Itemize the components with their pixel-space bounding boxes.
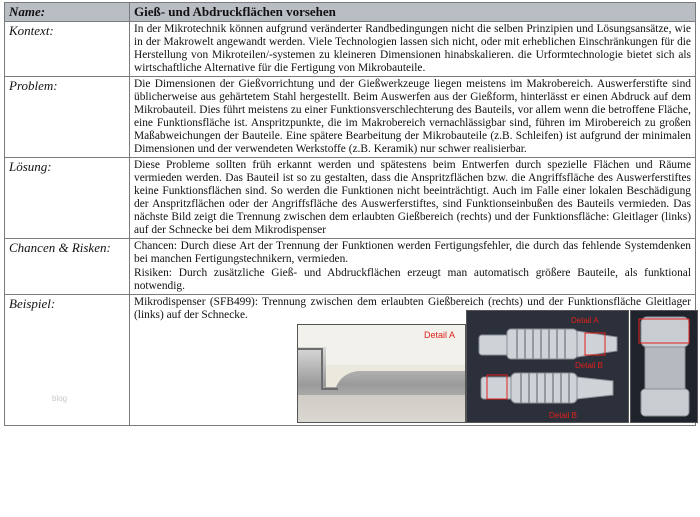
row-content-kontext — [130, 22, 696, 77]
pattern-title: Gieß- und Abdruckflächen vorsehen — [130, 3, 696, 22]
detail-a-photo — [297, 324, 466, 423]
example-text: Mikrodispenser (SFB499): Trennung zwischen dem erlaubten Gießbereich (rechts) und der Funktionsfläche Gleitlager (links) auf der Schnecke. — [134, 296, 691, 321]
header-label: Name: — [5, 3, 130, 22]
row-content-loesung — [130, 158, 696, 239]
example-area — [52, 296, 691, 424]
design-pattern-table — [4, 2, 696, 426]
detail-b-image — [631, 311, 697, 422]
row-label-problem: Problem: — [5, 77, 130, 158]
row-problem — [5, 77, 696, 158]
row-content-chancen-risiken — [130, 239, 696, 295]
watermark: blog — [52, 394, 68, 403]
row-content-problem — [130, 77, 696, 158]
detail-a-marker: Detail A — [571, 316, 599, 325]
risiken-text: Risiken: Durch zusätzliche Gieß- und Abdruckflächen erzeugt man automatisch größere Bauteile, als funktional notwendig. — [134, 267, 691, 292]
detail-a-label: Detail A — [423, 330, 455, 340]
row-label-kontext: Kontext: — [5, 22, 130, 77]
row-kontext — [5, 22, 696, 77]
table-header-row — [5, 3, 696, 22]
row-content-beispiel — [52, 295, 696, 426]
detail-b-marker-lower: Detail B — [549, 411, 578, 420]
problem-text: Die Dimensionen der Gießvorrichtung und der Gießwerkzeuge liegen meistens im Makrobereich. Auswerferstifte sind üblicherweise aus gehärtetem Stahl hergestellt. Beim Auswerfen aus der Gießform, hinterlässt er einen Abdruck auf dem Mikrobauteil. Dies führt meistens zu einer Funktionsverschlechterung des Bauteils, vor allem wenn die betroffene Fläche, eine Funktionsfläche ist. Anspritzpunkte, die im Makrobereich vernachlässigbar sind, führen im Mirobereich zu großen Maßabweichungen der Bauteile. Eine spätere Bearbeitung der Mikrobauteile (z.B. Schleifen) ist aufgrund der minimalen Dimensionen und der verwendeten Werkstoffe (z.B. Keramik) nur schwer realisierbar. — [134, 78, 691, 155]
row-loesung — [5, 158, 696, 239]
row-label-chancen-risiken: Chancen & Risken: — [5, 239, 130, 295]
dispenser-photo — [466, 310, 629, 423]
kontext-text: In der Mikrotechnik können aufgrund veränderter Randbedingungen nicht die selben Prinzipien und Lösungsansätze, wie in der Makrowelt angewandt werden. Viele Technologien lassen sich nicht, oder mit erheblichen Einschränkungen für die Herstellung von Mikroteilen/-systemen zu kleineren Dimensionen hinabskalieren. die Urformtechnologie bietet sich als wirtschaftliche Alternative für die Fertigung von Mikrobauteile. — [134, 23, 691, 74]
row-label-loesung: Lösung: — [5, 158, 130, 239]
detail-b-photo — [630, 310, 698, 423]
dispenser-image — [467, 311, 628, 422]
loesung-text: Diese Probleme sollten früh erkannt werden und spätestens beim Entwerfen durch spezielle Flächen und Räume vermieden werden. Das Bauteil ist so zu gestalten, dass die Anspritzflächen bzw. die Angriffsfläche des Auswerferstiftes keine Funktionsflächen sind. So werden die Funktionen nicht beeinträchtigt. Auch im Falle einer lokalen Beschädigung der Anspritzflächen oder der Angriffsfläche des Auswerferstiftes, sind Funktionseinbußen des Bauteils vermieden. Das nächste Bild zeigt die Trennung zwischen dem erlaubten Gießbereich (rechts) und der Funktionsfläche: Gleitlager (links) auf der Schnecke bei dem Mikrodispenser — [134, 159, 691, 236]
chancen-text: Chancen: Durch diese Art der Trennung der Funktionen werden Fertigungsfehler, die durch das fehlende Systemdenken bei manchen Fertigungstechnikern, vermieden. — [134, 240, 691, 265]
row-beispiel — [5, 295, 696, 426]
row-chancen-risiken — [5, 239, 696, 295]
detail-b-marker: Detail B — [575, 361, 604, 370]
row-label-beispiel: Beispiel: — [5, 295, 130, 426]
